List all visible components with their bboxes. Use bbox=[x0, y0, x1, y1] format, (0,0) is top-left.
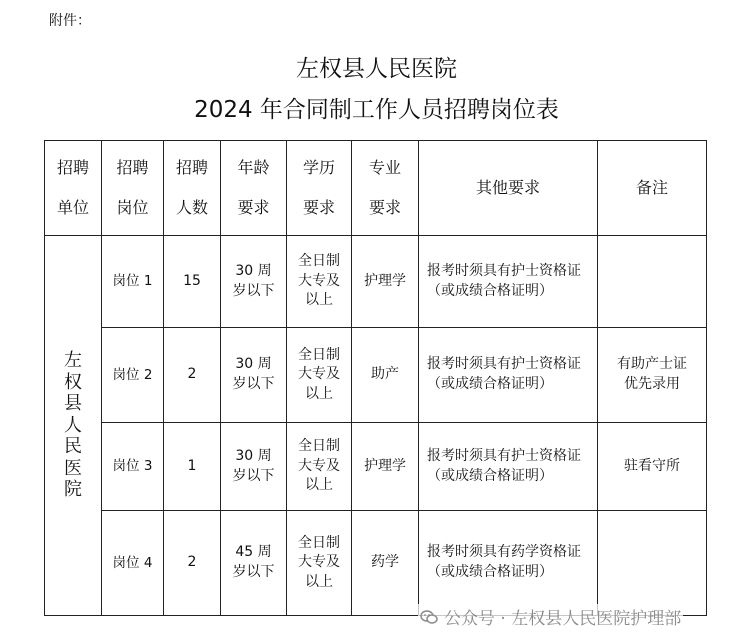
wechat-icon bbox=[420, 608, 438, 626]
major-cell: 护理学 bbox=[352, 236, 419, 328]
post-cell: 岗位 3 bbox=[102, 423, 164, 511]
watermark bbox=[418, 604, 683, 629]
major-cell: 助产 bbox=[352, 328, 419, 423]
note-cell: 驻看守所 bbox=[598, 423, 707, 511]
table-row bbox=[45, 423, 707, 511]
note-cell bbox=[598, 236, 707, 328]
recruitment-table bbox=[44, 140, 707, 616]
table-row bbox=[45, 328, 707, 423]
header-education: 学历要求 bbox=[287, 141, 352, 236]
table-row bbox=[45, 511, 707, 616]
education-cell: 全日制大专及以上 bbox=[287, 236, 352, 328]
age-cell: 30 周岁以下 bbox=[221, 328, 287, 423]
header-count: 招聘人数 bbox=[164, 141, 221, 236]
education-cell: 全日制大专及以上 bbox=[287, 511, 352, 616]
count-cell: 2 bbox=[164, 511, 221, 616]
table-row bbox=[45, 236, 707, 328]
post-cell: 岗位 1 bbox=[102, 236, 164, 328]
header-post: 招聘岗位 bbox=[102, 141, 164, 236]
watermark-text: 公众号 · 左权县人民医院护理部 bbox=[444, 609, 682, 629]
header-row bbox=[45, 141, 707, 236]
count-cell: 2 bbox=[164, 328, 221, 423]
post-cell: 岗位 2 bbox=[102, 328, 164, 423]
header-major: 专业要求 bbox=[352, 141, 419, 236]
header-unit: 招聘单位 bbox=[45, 141, 102, 236]
other-cell: 报考时须具有护士资格证（或成绩合格证明） bbox=[419, 328, 598, 423]
count-cell: 1 bbox=[164, 423, 221, 511]
document-subtitle: 2024 年合同制工作人员招聘岗位表 bbox=[194, 97, 559, 123]
header-note: 备注 bbox=[598, 141, 707, 236]
header-other: 其他要求 bbox=[419, 141, 598, 236]
other-cell: 报考时须具有护士资格证（或成绩合格证明） bbox=[419, 236, 598, 328]
age-cell: 30 周岁以下 bbox=[221, 423, 287, 511]
attachment-label: 附件： bbox=[49, 13, 91, 29]
other-cell: 报考时须具有护士资格证（或成绩合格证明） bbox=[419, 423, 598, 511]
age-cell: 45 周岁以下 bbox=[221, 511, 287, 616]
note-cell bbox=[598, 511, 707, 616]
major-cell: 药学 bbox=[352, 511, 419, 616]
age-cell: 30 周岁以下 bbox=[221, 236, 287, 328]
note-cell: 有助产士证优先录用 bbox=[598, 328, 707, 423]
count-cell: 15 bbox=[164, 236, 221, 328]
other-cell: 报考时须具有药学资格证（或成绩合格证明） bbox=[419, 511, 598, 616]
header-age: 年龄要求 bbox=[221, 141, 287, 236]
major-cell: 护理学 bbox=[352, 423, 419, 511]
document-title: 左权县人民医院 bbox=[296, 56, 457, 82]
education-cell: 全日制大专及以上 bbox=[287, 423, 352, 511]
education-cell: 全日制大专及以上 bbox=[287, 328, 352, 423]
post-cell: 岗位 4 bbox=[102, 511, 164, 616]
unit-cell: 左权县人民医院 bbox=[45, 236, 102, 616]
